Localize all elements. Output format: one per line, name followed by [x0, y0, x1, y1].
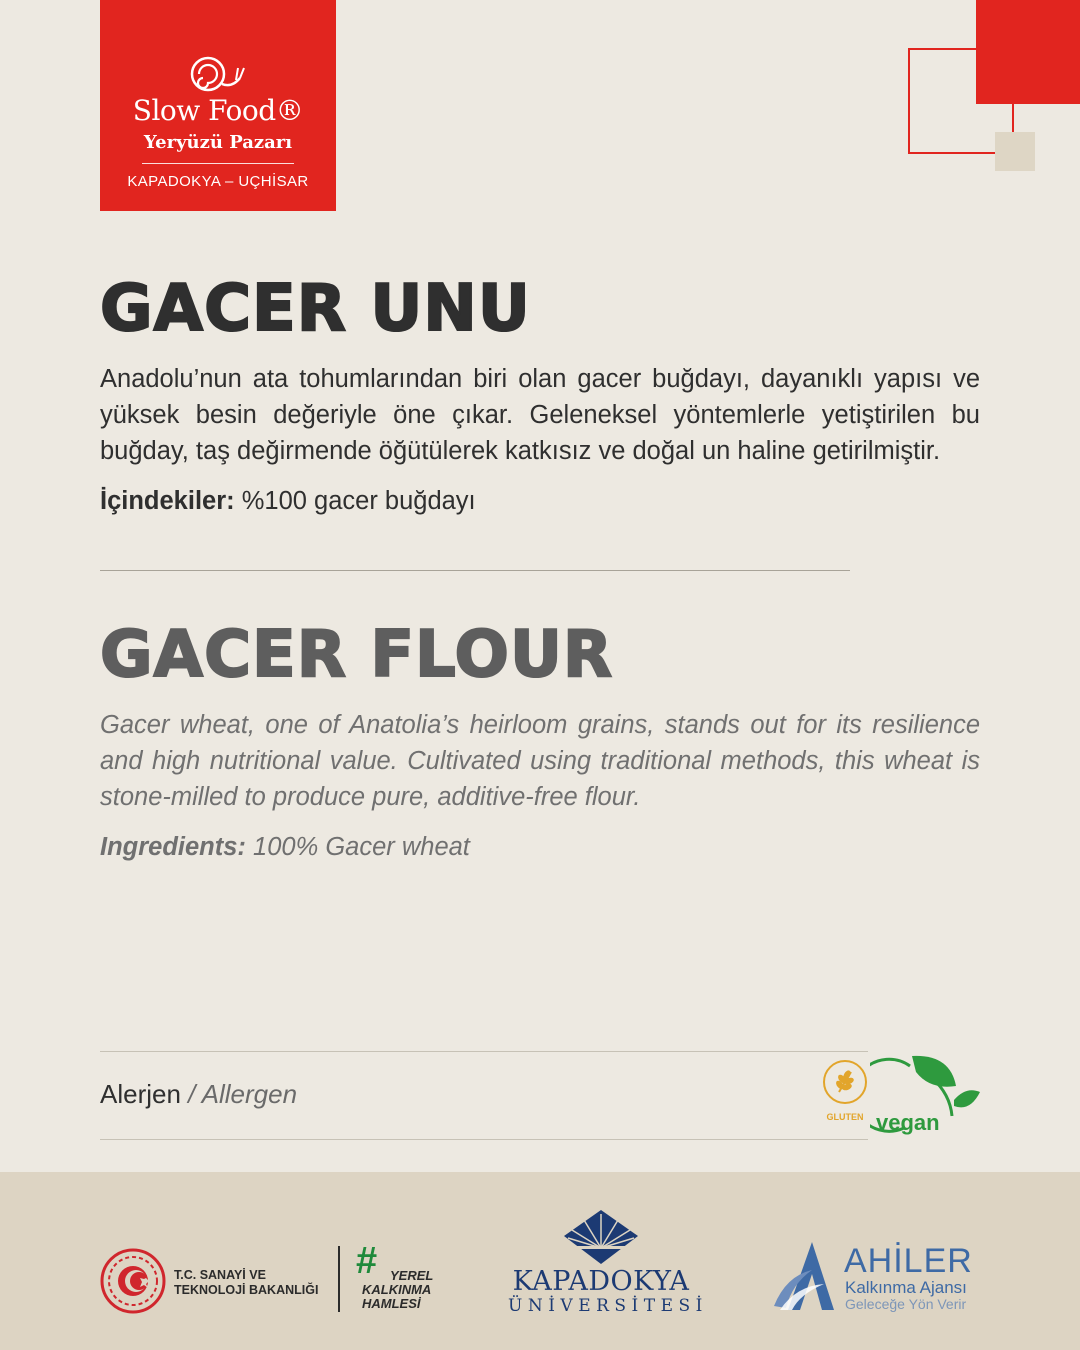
- section-divider: [100, 570, 850, 571]
- ingredients-label-turkish: İçindekiler:: [100, 487, 235, 515]
- campaign-line3: HAMLESİ: [362, 1296, 421, 1311]
- university-subtitle: ÜNİVERSİTESİ: [508, 1296, 708, 1316]
- ingredients-value-english: 100% Gacer wheat: [245, 833, 470, 861]
- allergen-label-tr: Alerjen: [100, 1079, 181, 1109]
- decor-beige-square: [995, 132, 1035, 171]
- title-english: GACER FLOUR: [100, 618, 614, 692]
- university-name: KAPADOKYA: [512, 1266, 690, 1297]
- logo-divider: [142, 163, 294, 164]
- footer-logos: [0, 1172, 1080, 1350]
- university-emblem-icon: [562, 1208, 640, 1266]
- campaign-line2: KALKINMA: [362, 1282, 432, 1297]
- description-turkish: Anadolu’nun ata tohumlarından biri olan gacer buğdayı, dayanıklı yapısı ve yüksek besin değeriyle öne çıkar. Geleneksel yöntemlerle yetiştirilen bu buğday, taş değirmende öğütülerek katkısız ve doğal un haline getirilmiştir.: [100, 365, 980, 465]
- ministry-line2: TEKNOLOJİ BAKANLIĞI: [174, 1283, 319, 1297]
- ahiler-logo-icon: [772, 1240, 840, 1312]
- campaign-line1: YEREL: [390, 1268, 434, 1283]
- logo-location: KAPADOKYA – UÇHİSAR: [127, 173, 309, 190]
- ministry-seal-icon: [100, 1248, 166, 1314]
- logo-brand: Slow Food®: [132, 94, 304, 127]
- campaign-text: [362, 1269, 433, 1311]
- allergen-top-divider: [100, 1051, 868, 1052]
- footer-separator: [338, 1246, 340, 1312]
- ingredients-value-turkish: %100 gacer buğdayı: [234, 487, 476, 515]
- slow-food-logo: [100, 0, 336, 211]
- snail-icon: [186, 52, 246, 96]
- allergen-bottom-divider: [100, 1139, 868, 1140]
- agency-subtitle: Kalkınma Ajansı: [845, 1278, 967, 1297]
- gluten-label: GLUTEN: [826, 1112, 864, 1122]
- ingredients-label-english: Ingredients:: [100, 833, 246, 861]
- logo-subtitle: Yeryüzü Pazarı: [143, 132, 293, 153]
- ingredients-english: [100, 833, 470, 862]
- ministry-name: [174, 1268, 318, 1298]
- ingredients-turkish: [100, 487, 476, 516]
- vegan-label: vegan: [876, 1110, 940, 1135]
- agency-name: AHİLER: [844, 1242, 973, 1280]
- agency-slogan: Geleceğe Yön Verir: [845, 1296, 967, 1312]
- vegan-icon: [870, 1050, 982, 1136]
- decor-red-square: [976, 0, 1080, 104]
- allergen-label-en: / Allergen: [180, 1079, 298, 1109]
- allergen-label: [100, 1079, 297, 1110]
- title-turkish: GACER UNU: [100, 272, 531, 346]
- gluten-icon: [820, 1058, 870, 1128]
- hashtag-icon: #: [356, 1240, 378, 1282]
- ministry-line1: T.C. SANAYİ VE: [174, 1268, 266, 1282]
- description-english: Gacer wheat, one of Anatolia’s heirloom grains, stands out for its resilience and high nutritional value. Cultivated using traditional methods, this wheat is stone-milled to produce pure, additive-free flour.: [100, 711, 980, 811]
